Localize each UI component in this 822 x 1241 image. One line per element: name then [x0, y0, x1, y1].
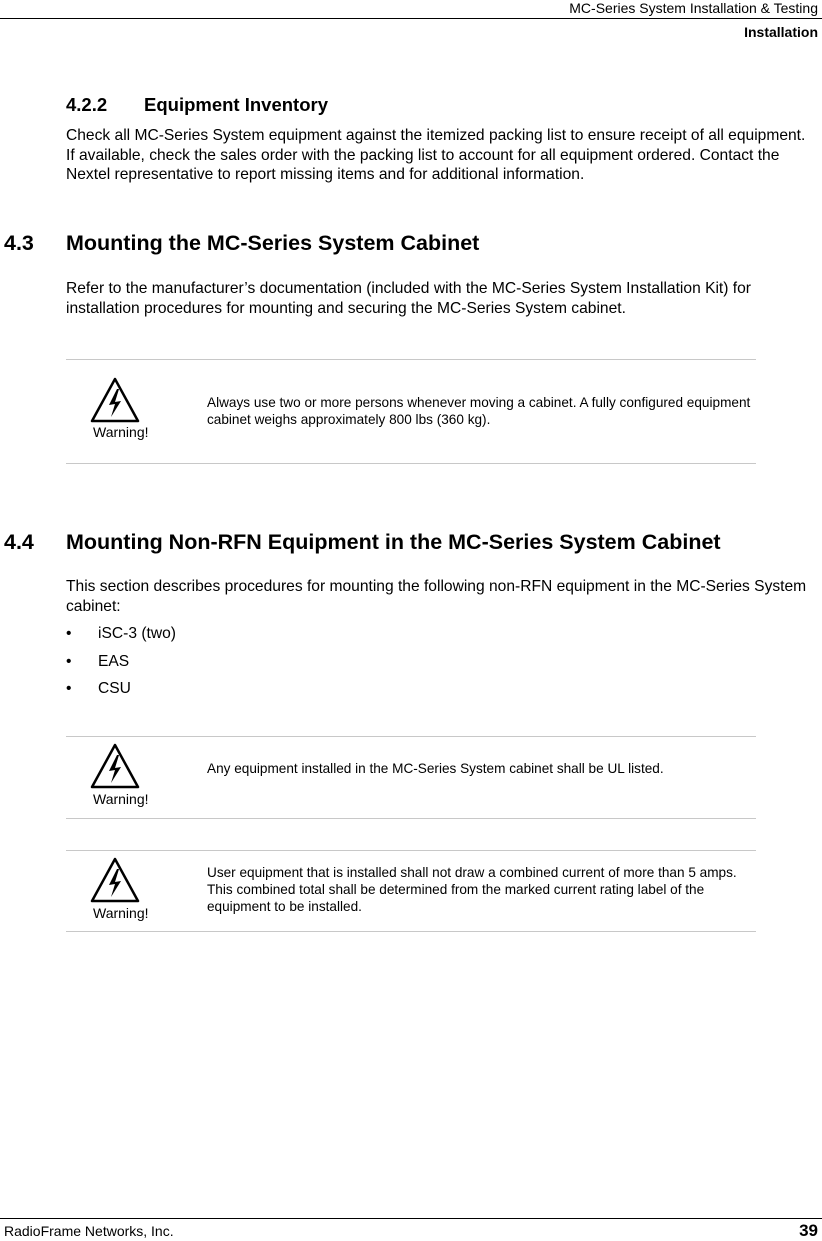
heading-number: 4.3 [4, 231, 34, 255]
high-voltage-warning-icon [90, 857, 140, 903]
heading-title: Equipment Inventory [144, 94, 328, 115]
list-item-text: iSC-3 (two) [98, 625, 176, 642]
heading-4-3 [4, 231, 479, 256]
list-item-text: CSU [98, 680, 131, 697]
high-voltage-warning-icon [90, 743, 140, 789]
warning-text: Always use two or more persons whenever moving a cabinet. A fully configured equipment cabinet weighs approximately 800 lbs (360 kg). [207, 395, 751, 427]
footer-rule [0, 1218, 822, 1219]
bullet: • [66, 680, 72, 697]
warning-rule-top [66, 359, 756, 360]
paragraph-equipment-inventory: Check all MC-Series System equipment against the itemized packing list to ensure receipt of all equipment. If available, check the sales order with the packing list to account for all equipment ordered. Contact the Nextel representative to report missing items and for additional information. [66, 127, 806, 183]
warning-label: Warning! [93, 905, 149, 921]
high-voltage-warning-icon [90, 377, 140, 423]
heading-title: Mounting Non-RFN Equipment in the MC-Series System Cabinet [66, 530, 721, 554]
heading-number: 4.4 [4, 530, 34, 554]
running-header-section: Installation [744, 24, 818, 40]
footer-company: RadioFrame Networks, Inc. [4, 1223, 174, 1239]
warning-rule-bottom [66, 818, 756, 819]
heading-title: Mounting the MC-Series System Cabinet [66, 231, 480, 255]
warning-text: Any equipment installed in the MC-Series System cabinet shall be UL listed. [207, 761, 664, 776]
heading-4-4 [4, 530, 721, 555]
page-number: 39 [799, 1221, 818, 1240]
warning-label: Warning! [93, 424, 149, 440]
bullet: • [66, 652, 72, 670]
paragraph-mounting-cabinet: Refer to the manufacturer’s documentation (included with the MC-Series System Installation Kit) for installation procedures for mounting and securing the MC-Series System cabinet. [66, 280, 751, 317]
warning-rule-bottom [66, 931, 756, 932]
bullet: • [66, 625, 72, 642]
header-rule [0, 18, 822, 19]
warning-text: User equipment that is installed shall not draw a combined current of more than 5 amps. This combined total shall be determined from the marked current rating label of the equipment to be installed. [207, 865, 737, 914]
heading-4-2-2 [66, 94, 328, 116]
heading-number: 4.2.2 [66, 94, 108, 115]
warning-rule-top [66, 850, 756, 851]
warning-rule-bottom [66, 463, 756, 464]
list-item-text: EAS [98, 652, 130, 670]
warning-rule-top [66, 736, 756, 737]
paragraph-non-rfn: This section describes procedures for mounting the following non-RFN equipment in the MC-Series System cabinet: [66, 578, 807, 615]
warning-label: Warning! [93, 791, 149, 807]
running-header-title: MC-Series System Installation & Testing [569, 0, 818, 16]
